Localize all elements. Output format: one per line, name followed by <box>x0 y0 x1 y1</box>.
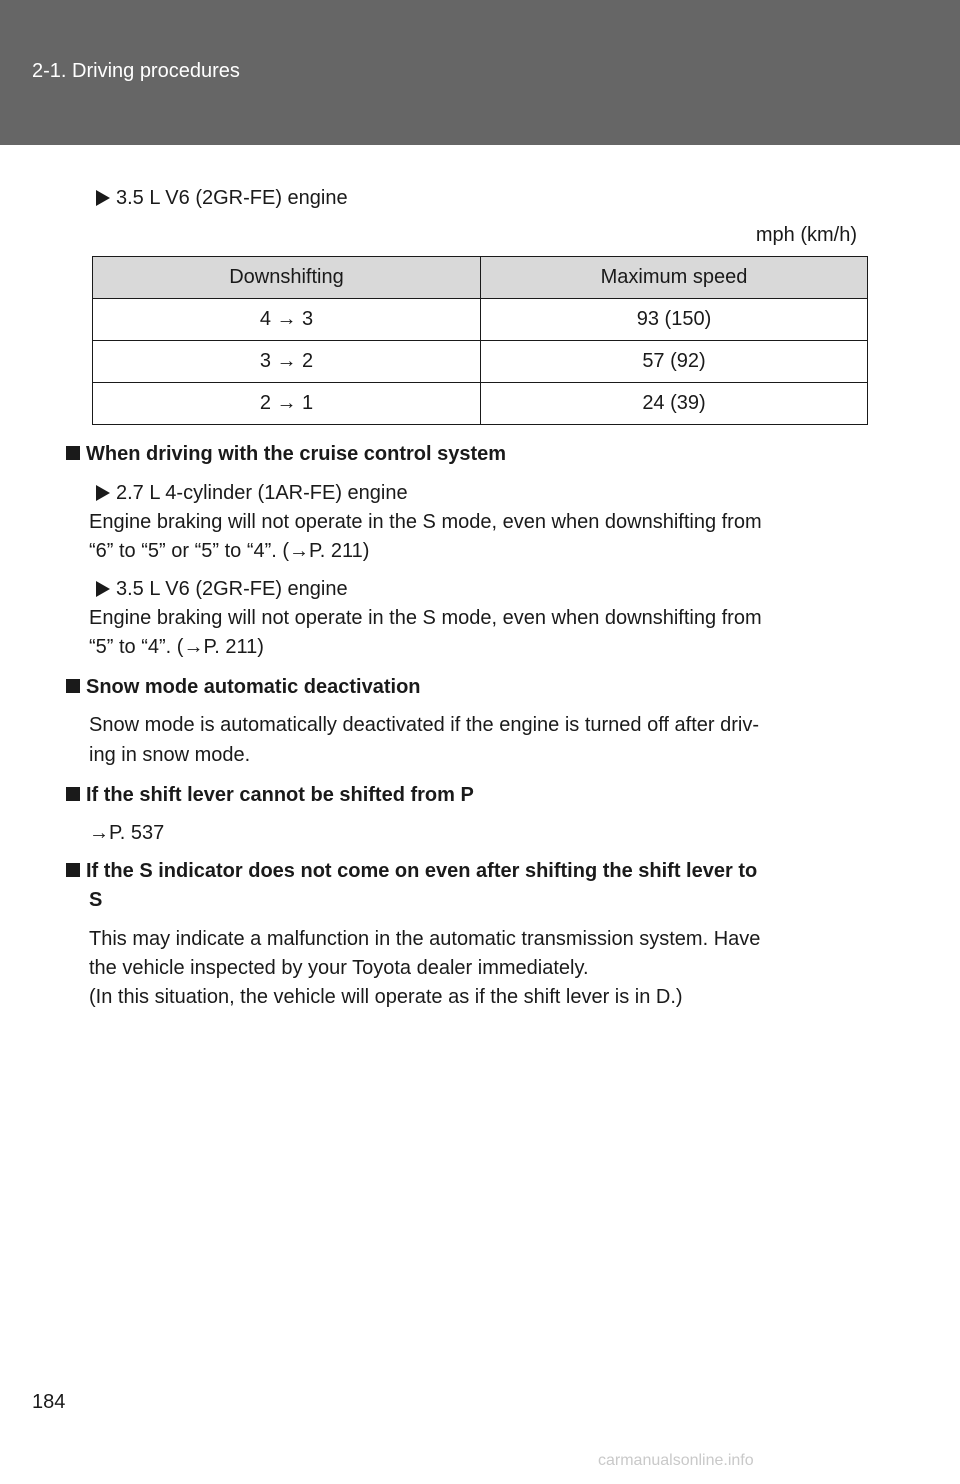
s-indicator-line-3: (In this situation, the vehicle will operate as if the shift lever is in D.) <box>89 986 683 1008</box>
cruise-item-1-line-1: Engine braking will not operate in the S mode, even when downshifting from <box>89 511 762 533</box>
section-square-icon <box>66 863 80 877</box>
page-number: 184 <box>32 1391 66 1413</box>
bullet-arrow-icon <box>96 190 110 206</box>
table-row <box>93 299 868 341</box>
table-cell: 3 → 2 <box>93 341 481 383</box>
s-indicator-line-2: the vehicle inspected by your Toyota dealer immediately. <box>89 957 589 979</box>
section-square-icon <box>66 679 80 693</box>
section-title: 2-1. Driving procedures <box>32 60 240 82</box>
table-cell: 2 → 1 <box>93 383 481 425</box>
cruise-heading: When driving with the cruise control system <box>66 441 506 467</box>
snow-line-1: Snow mode is automatically deactivated if the engine is turned off after driv- <box>89 714 759 736</box>
cruise-item-1-line-2: “6” to “5” or “5” to “4”. (→P. 211) <box>89 540 370 562</box>
downshift-speed-table <box>92 256 868 425</box>
unit-label: mph (km/h) <box>755 224 857 246</box>
table-header-maximum-speed: Maximum speed <box>481 257 868 299</box>
engine-v6-label: 3.5 L V6 (2GR-FE) engine <box>116 187 348 209</box>
engine-v6-item <box>96 185 348 211</box>
bullet-arrow-icon <box>96 581 110 597</box>
watermark: carmanualsonline.info <box>598 1452 754 1469</box>
table-row <box>93 341 868 383</box>
s-indicator-line-1: This may indicate a malfunction in the automatic transmission system. Have <box>89 928 761 950</box>
table-header-downshifting: Downshifting <box>93 257 481 299</box>
table-header-row <box>93 257 868 299</box>
bullet-arrow-icon <box>96 485 110 501</box>
cruise-item-1-label: 2.7 L 4-cylinder (1AR-FE) engine <box>96 480 408 506</box>
page-header <box>0 0 960 145</box>
table-cell: 93 (150) <box>481 299 868 341</box>
snow-line-2: ing in snow mode. <box>89 744 251 766</box>
section-square-icon <box>66 446 80 460</box>
s-indicator-heading: If the S indicator does not come on even after shifting the shift lever to <box>66 858 757 884</box>
s-indicator-heading-line-2: S <box>89 889 103 911</box>
shift-p-reference: →P. 537 <box>89 822 165 844</box>
table-row <box>93 383 868 425</box>
section-square-icon <box>66 787 80 801</box>
table-cell: 4 → 3 <box>93 299 481 341</box>
cruise-item-2-line-2: “5” to “4”. (→P. 211) <box>89 636 264 658</box>
table-cell: 57 (92) <box>481 341 868 383</box>
snow-heading: Snow mode automatic deactivation <box>66 674 421 700</box>
cruise-item-2-line-1: Engine braking will not operate in the S mode, even when downshifting from <box>89 607 762 629</box>
table-cell: 24 (39) <box>481 383 868 425</box>
shift-p-heading: If the shift lever cannot be shifted from P <box>66 782 474 808</box>
cruise-item-2-label: 3.5 L V6 (2GR-FE) engine <box>96 576 348 602</box>
